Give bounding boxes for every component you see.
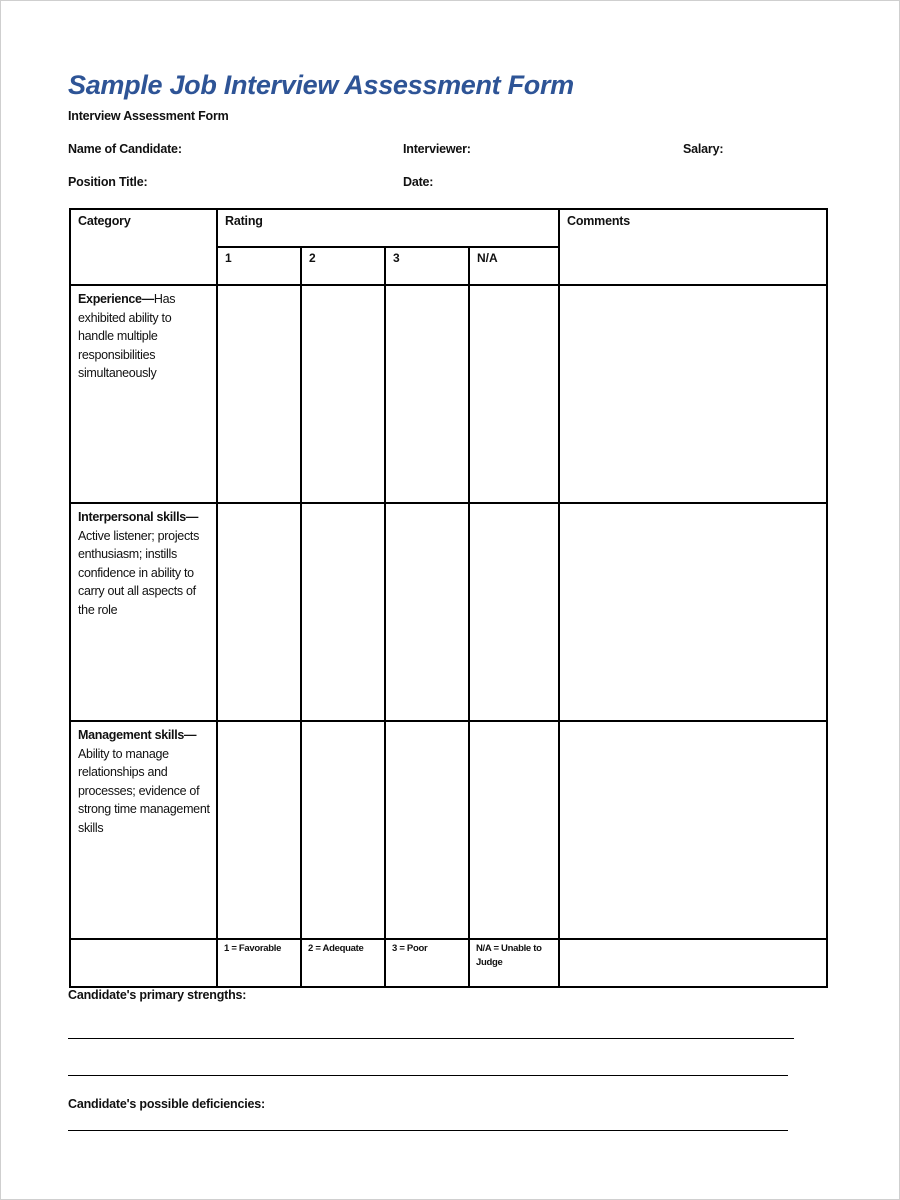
category-cell-management (70, 721, 217, 939)
category-description: Has exhibited ability to handle multiple responsibilities simultaneously (78, 292, 176, 380)
date-label: Date: (403, 175, 434, 189)
rating-3-header: 3 (385, 247, 469, 285)
legend-unable-to-judge: N/A = Unable to Judge (469, 939, 559, 987)
rating-cell-2[interactable] (301, 285, 385, 503)
rating-na-header: N/A (469, 247, 559, 285)
rating-cell-2[interactable] (301, 721, 385, 939)
comments-header: Comments (559, 209, 827, 285)
rating-cell-na[interactable] (469, 721, 559, 939)
rating-cell-2[interactable] (301, 503, 385, 721)
category-name: Management skills— (78, 728, 197, 742)
legend-row (70, 939, 827, 987)
category-cell-experience (70, 285, 217, 503)
category-name: Experience— (78, 292, 154, 306)
salary-label: Salary: (683, 142, 724, 156)
legend-empty-cell (70, 939, 217, 987)
document-subtitle: Interview Assessment Form (68, 109, 229, 123)
assessment-table (69, 208, 828, 988)
category-description: Active listener; projects enthusiasm; instills confidence in ability to carry out all aspects of the role (78, 528, 200, 617)
category-description: Ability to manage relationships and processes; evidence of strong time management skills (78, 746, 210, 835)
legend-poor: 3 = Poor (385, 939, 469, 987)
comments-cell[interactable] (559, 721, 827, 939)
rating-1-header: 1 (217, 247, 301, 285)
table-row (70, 721, 827, 939)
deficiencies-answer-line[interactable] (68, 1130, 788, 1131)
rating-cell-3[interactable] (385, 721, 469, 939)
legend-favorable: 1 = Favorable (217, 939, 301, 987)
rating-2-header: 2 (301, 247, 385, 285)
primary-strengths-label: Candidate's primary strengths: (68, 988, 247, 1002)
category-name: Interpersonal skills— (78, 510, 199, 524)
header-row (70, 209, 827, 247)
comments-cell[interactable] (559, 503, 827, 721)
position-title-label: Position Title: (68, 175, 148, 189)
interviewer-label: Interviewer: (403, 142, 471, 156)
document-title: Sample Job Interview Assessment Form (68, 70, 574, 100)
category-cell-interpersonal (70, 503, 217, 721)
strengths-answer-line-1[interactable] (68, 1038, 794, 1039)
rating-cell-na[interactable] (469, 285, 559, 503)
rating-cell-1[interactable] (217, 721, 301, 939)
legend-adequate: 2 = Adequate (301, 939, 385, 987)
rating-cell-na[interactable] (469, 503, 559, 721)
legend-comments-empty (559, 939, 827, 987)
category-header: Category (70, 209, 217, 285)
rating-cell-3[interactable] (385, 503, 469, 721)
comments-cell[interactable] (559, 285, 827, 503)
possible-deficiencies-label: Candidate's possible deficiencies: (68, 1097, 265, 1111)
rating-cell-1[interactable] (217, 503, 301, 721)
table-row (70, 503, 827, 721)
rating-header: Rating (217, 209, 559, 247)
table-row (70, 285, 827, 503)
rating-cell-1[interactable] (217, 285, 301, 503)
candidate-name-label: Name of Candidate: (68, 142, 182, 156)
strengths-answer-line-2[interactable] (68, 1075, 788, 1076)
rating-cell-3[interactable] (385, 285, 469, 503)
